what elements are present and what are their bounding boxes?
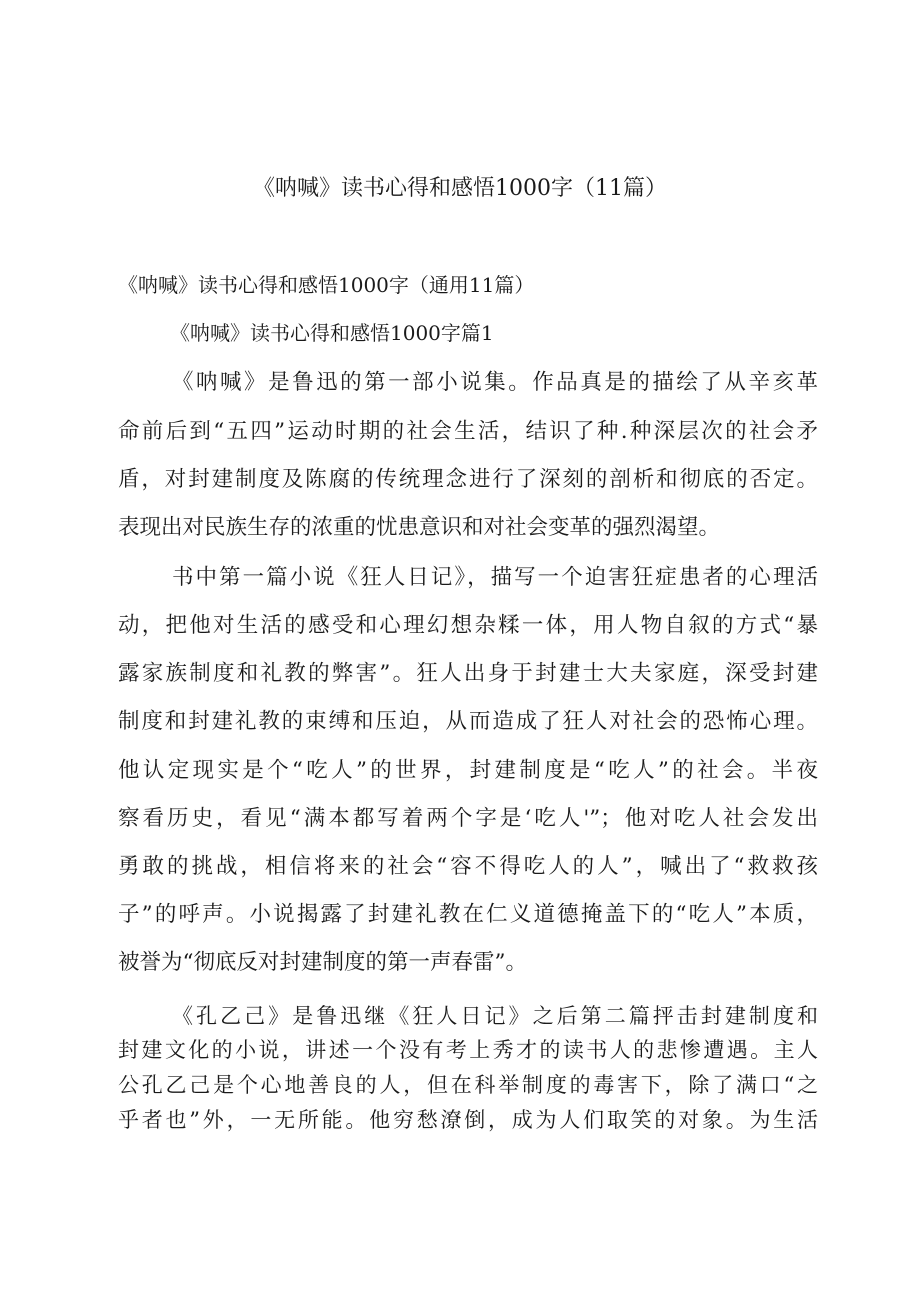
paragraph-line: 被誉为“彻底反对封建制度的第一声春雷”。 <box>118 950 527 975</box>
paragraph-line: 子”的呼声。小说揭露了封建礼教在仁义道德掩盖下的“吃人”本质， <box>118 902 818 927</box>
paragraph-line: 勇敢的挑战，相信将来的社会“容不得吃人的人”，喊出了“救救孩 <box>118 854 818 879</box>
document-subtitle: 《呐喊》读书心得和感悟1000字（通用11篇） <box>118 273 535 297</box>
paragraph-line: 封建文化的小说，讲述一个没有考上秀才的读书人的悲惨遭遇。主人 <box>118 1038 818 1062</box>
document-title: 《呐喊》读书心得和感悟1000字（11篇） <box>253 176 667 201</box>
paragraph-line: 动，把他对生活的感受和心理幻想杂糅一体，用人物自叙的方式“暴 <box>118 613 818 638</box>
paragraph-line: 露家族制度和礼教的弊害”。狂人出身于封建士大夫家庭，深受封建 <box>118 661 818 686</box>
paragraph-line: 书中第一篇小说《狂人日记》，描写一个迫害狂症患者的心理活 <box>172 565 818 590</box>
paragraph-line: 《孔乙己》是鲁迅继《狂人日记》之后第二篇抨击封建制度和 <box>172 1004 818 1028</box>
paragraph-line: 察看历史，看见“满本都写着两个字是‘吃人'”；他对吃人社会发出 <box>118 806 818 831</box>
paragraph-line: 盾，对封建制度及陈腐的传统理念进行了深刻的剖析和彻底的否定。 <box>118 467 818 492</box>
paragraph-line: 表现出对民族生存的浓重的忧患意识和对社会变革的强烈渴望。 <box>118 515 721 540</box>
paragraph-line: 公孔乙己是个心地善良的人，但在科举制度的毒害下，除了满口“之 <box>118 1073 818 1097</box>
section-heading: 《呐喊》读书心得和感悟1000字篇1 <box>170 321 494 345</box>
paragraph-line: 制度和封建礼教的束缚和压迫，从而造成了狂人对社会的恐怖心理。 <box>118 709 818 734</box>
paragraph-line: 他认定现实是个“吃人”的世界，封建制度是“吃人”的社会。半夜 <box>118 758 818 783</box>
paragraph-line: 乎者也”外，一无所能。他穷愁潦倒，成为人们取笑的对象。为生活 <box>118 1108 818 1132</box>
paragraph-line: 《呐喊》是鲁迅的第一部小说集。作品真是的描绘了从辛亥革 <box>172 370 818 395</box>
paragraph-line: 命前后到“五四”运动时期的社会生活，结识了种.种深层次的社会矛 <box>118 419 818 444</box>
